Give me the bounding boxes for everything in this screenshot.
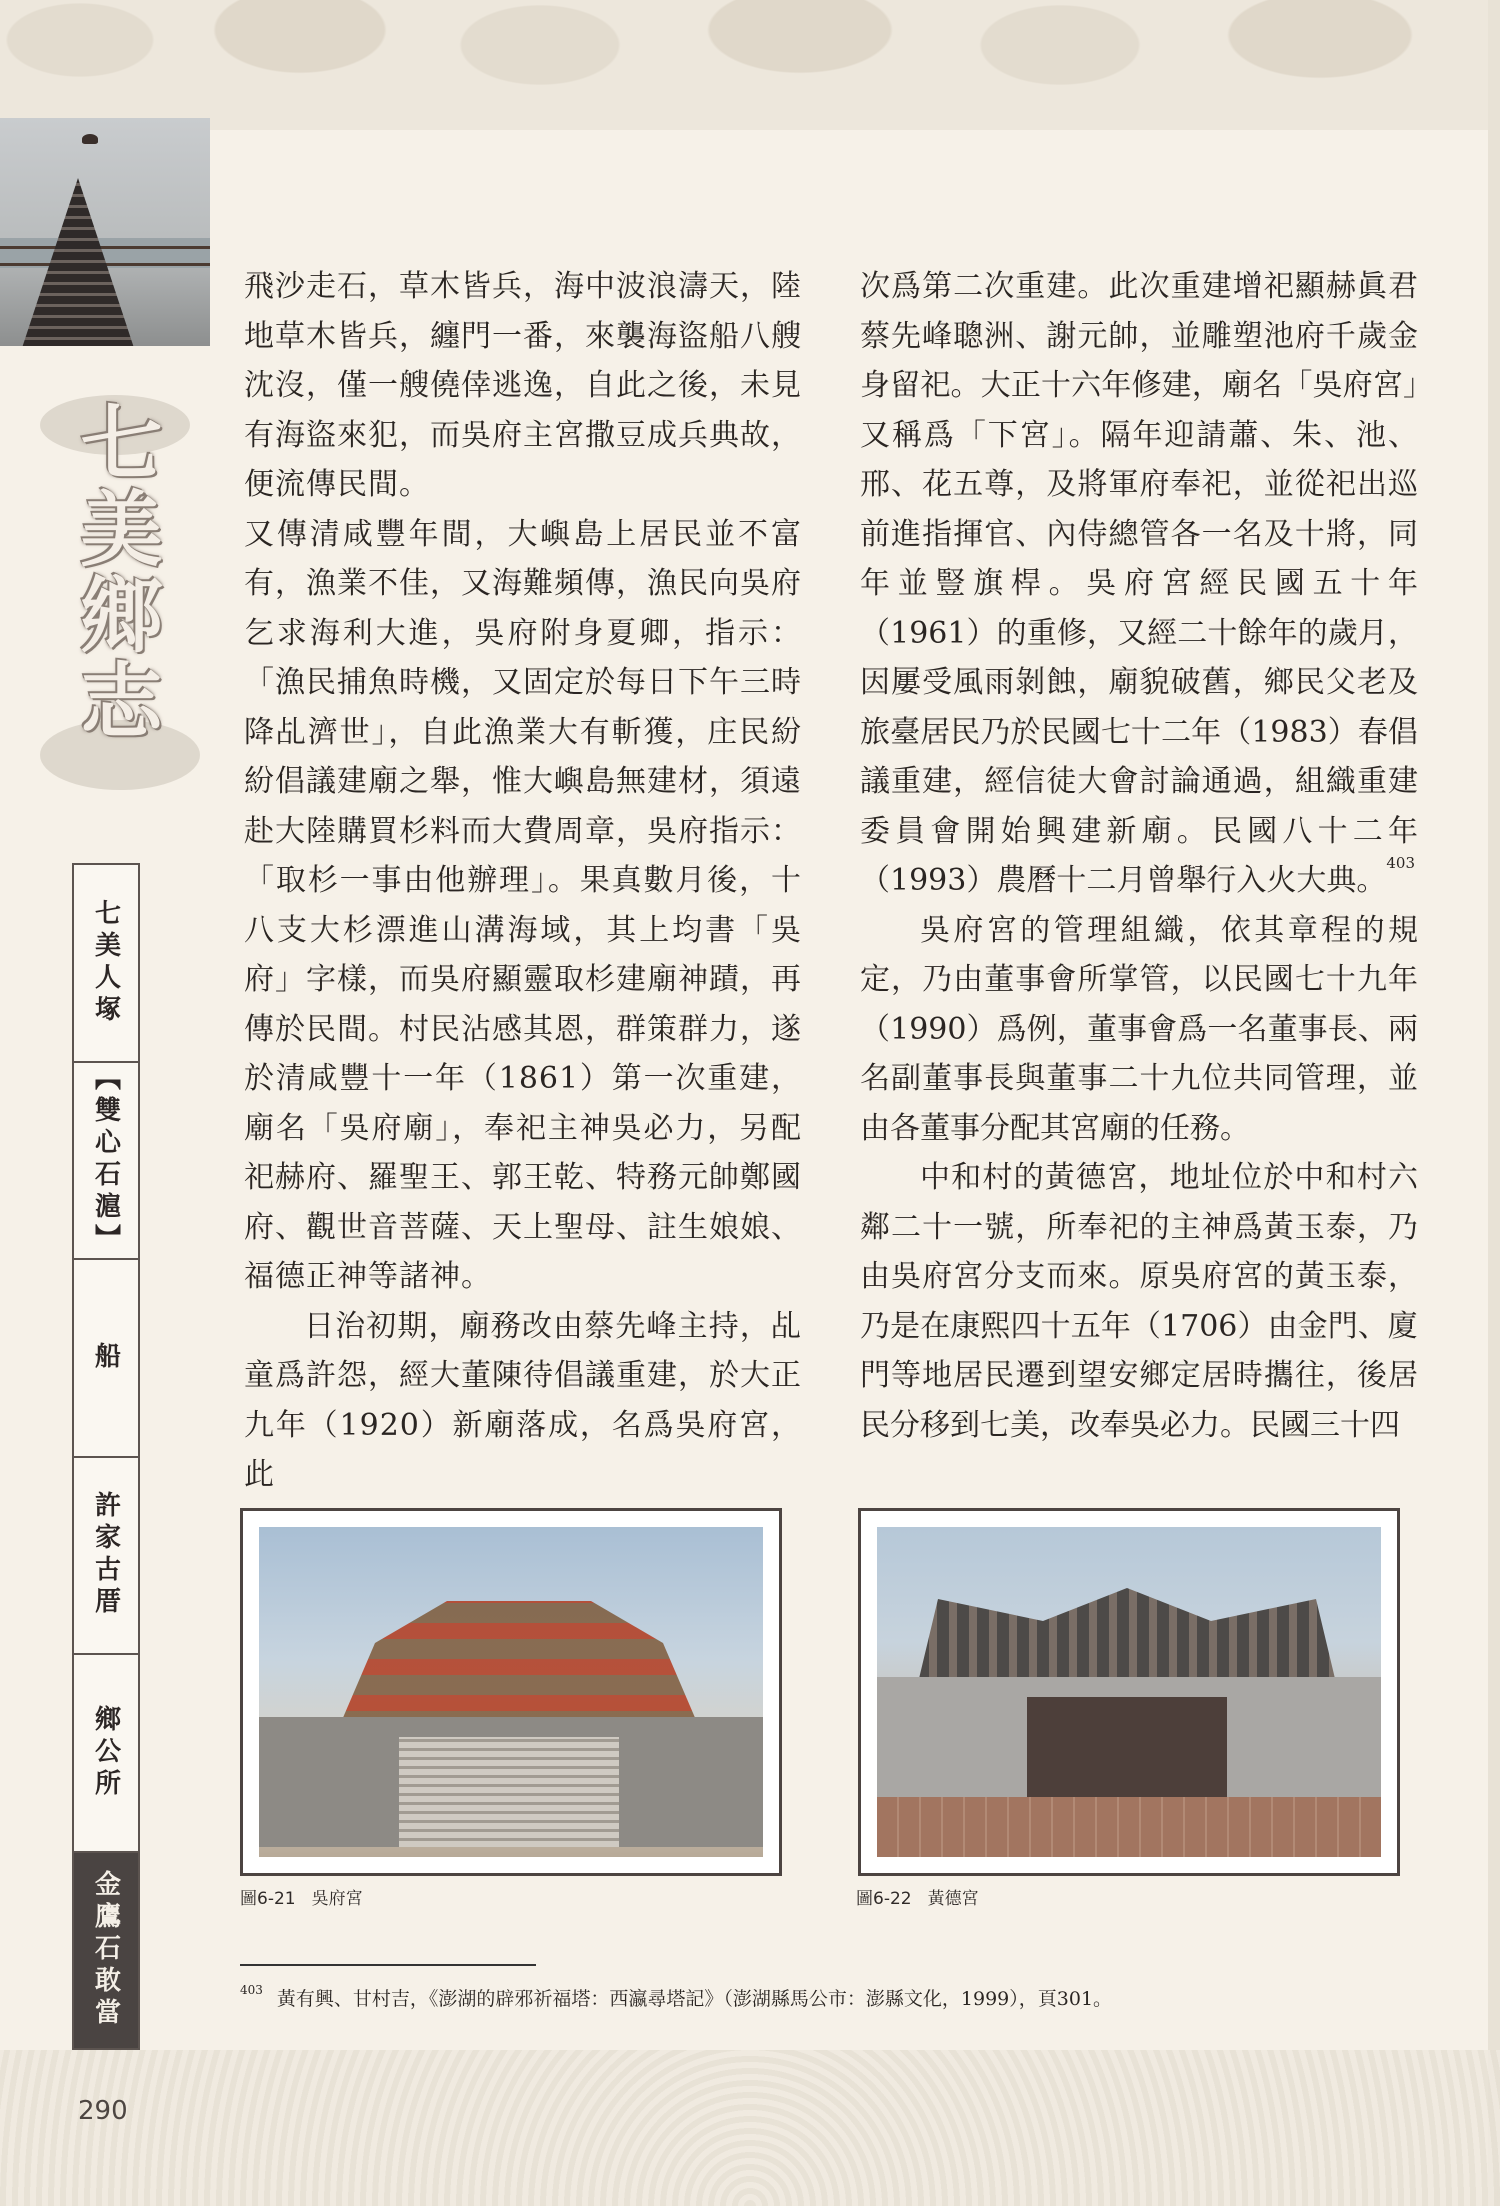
- footnote-ref[interactable]: 403: [1386, 854, 1415, 872]
- figure-caption: [240, 1884, 363, 1909]
- stone-pagoda-photo: [0, 118, 210, 346]
- page-edge: [1488, 0, 1500, 2206]
- tab-shuangxin-shihu[interactable]: 【雙心石滬】: [74, 1063, 138, 1261]
- paragraph-text: 次爲第二次重建。此次重建增祀顯赫眞君蔡先峰聰洲、謝元帥，並雕塑池府千歲金身留祀。大正十六年修建，廟名「吳府宮」又稱爲「下宮」。隔年迎請蕭、朱、池、邢、花五尊，及將軍府奉祀，並從祀出巡前進指揮官、內侍總管各一名及十將，同年並豎旗桿。吳府宮經民國五十年（1961）的重修，又經二十餘年的歲月，因屢受風雨剝蝕，廟貌破舊，鄉民父老及旅臺居民乃於民國七十二年（1983）春倡議重建，經信徒大會討論通過，組織重建委員會開始興建新廟。民國八十二年（1993）農曆十二月曾舉行入火大典。: [860, 269, 1418, 898]
- temple-courtyard: [877, 1797, 1381, 1857]
- decorative-cloud-banner: [0, 0, 1500, 130]
- chapter-tab-strip: [72, 863, 140, 2050]
- figure-caption-text: 吳府宮: [311, 1889, 363, 1909]
- right-text-column: [860, 262, 1418, 1450]
- temple-photo: [259, 1527, 763, 1857]
- temple-stairs: [399, 1737, 619, 1847]
- bird-icon: [82, 134, 98, 144]
- temple-gate: [1027, 1697, 1227, 1797]
- paragraph: 中和村的黃德宮，地址位於中和村六鄰二十一號，所奉祀的主神爲黃玉泰，乃由吳府宮分支而來。原吳府宮的黃玉泰，乃是在康熙四十五年（1706）由金門、廈門等地居民遷到望安鄉定居時攜往，後居民分移到七美，改奉吳必力。民國三十四: [860, 1160, 1418, 1443]
- footnote: [240, 1984, 1112, 2011]
- paragraph: [860, 262, 1418, 906]
- paragraph: 飛沙走石，草木皆兵，海中波浪濤天，陸地草木皆兵，纏門一番，來襲海盜船八艘沈沒，僅一艘僥倖逃逸，自此之後，未見有海盜來犯，而吳府主宮撒豆成兵典故，便流傳民間。: [244, 269, 802, 502]
- footnote-divider: [240, 1964, 536, 1966]
- paragraph: 日治初期，廟務改由蔡先峰主持，乩童爲許怨，經大董陳待倡議重建，於大正九年（1920）新廟落成，名爲吳府宮，此: [244, 1308, 802, 1492]
- footnote-number: 403: [240, 1983, 263, 1997]
- tab-qimei-renzhong[interactable]: 七美人塚: [74, 865, 138, 1063]
- figure-wufu-temple: [240, 1508, 782, 1876]
- figure-number: 圖6-22: [856, 1889, 912, 1909]
- tab-xiang-gongsuo[interactable]: 鄉公所: [74, 1655, 138, 1853]
- figure-caption: [856, 1884, 979, 1909]
- decorative-wave-band: [0, 2050, 1500, 2206]
- tab-jinying-shigandang[interactable]: 金鷹石敢當: [74, 1853, 138, 2049]
- temple-photo: [877, 1527, 1381, 1857]
- paragraph: 又傳清咸豐年間，大嶼島上居民並不富有，漁業不佳，又海難頻傳，漁民向吳府乞求海利大進，吳府附身夏卿，指示：「漁民捕魚時機，又固定於每日下午三時降乩濟世」，自此漁業大有斬獲，庄民紛紛倡議建廟之舉，惟大嶼島無建材，須遠赴大陸購買杉料而大費周章，吳府指示：「取杉一事由他辦理」。果真數月後，十八支大杉漂進山溝海域，其上均書「吳府」字樣，而吳府顯靈取杉建廟神蹟，再傳於民間。村民沾感其恩，群策群力，遂於清咸豐十一年（1861）第一次重建，廟名「吳府廟」，奉祀主神吳必力，另配祀赫府、羅聖王、郭王乾、特務元帥鄭國府、觀世音菩薩、天上聖母、註生娘娘、福德正神等諸神。: [244, 516, 802, 1294]
- figure-caption-text: 黃德宮: [927, 1889, 979, 1909]
- tab-chuan[interactable]: 船: [74, 1260, 138, 1458]
- footnote-text: 黃有興、甘村吉，《澎湖的辟邪祈福塔：西瀛尋塔記》（澎湖縣馬公市：澎縣文化，1999），頁301。: [276, 1988, 1113, 2010]
- left-text-column: [244, 262, 802, 1500]
- figure-huangde-temple: [858, 1508, 1400, 1876]
- figure-number: 圖6-21: [240, 1889, 296, 1909]
- temple-roof: [339, 1587, 699, 1727]
- book-title-vertical: 七美鄉志: [67, 400, 163, 744]
- tab-xujia-guchuo[interactable]: 許家古厝: [74, 1458, 138, 1656]
- temple-roof: [917, 1577, 1337, 1687]
- paragraph: 吳府宮的管理組織，依其章程的規定，乃由董事會所掌管，以民國七十九年（1990）爲例，董事會爲一名董事長、兩名副董事長與董事二十九位共同管理，並由各董事分配其宮廟的任務。: [860, 912, 1418, 1146]
- page-number: 290: [78, 2096, 128, 2126]
